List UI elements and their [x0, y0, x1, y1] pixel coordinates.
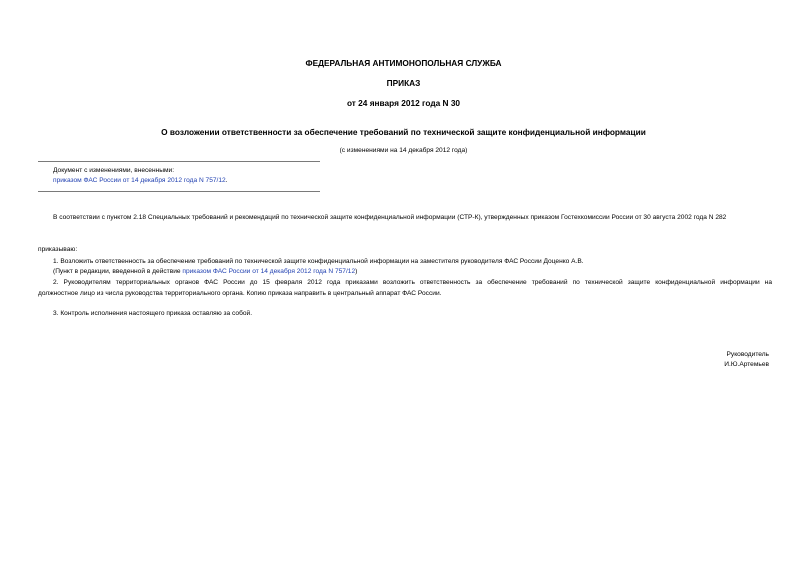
document-date: от 24 января 2012 года N 30 — [346, 98, 461, 108]
order-item-1: 1. Возложить ответственность за обеспечение требований по технической защите конфиденциальной информации на заместителя руководителя ФАС России Доценко А.В. — [53, 258, 584, 265]
signature-position: Руководитель — [726, 351, 769, 358]
changes-label: Документ с изменениями, внесенными: — [53, 167, 175, 174]
order-item-2-line-2: должностное лицо из числа руководства территориального органа. Копию приказа направить в центральный аппарат ФАС России. — [38, 290, 442, 297]
signature-name: И.Ю.Артемьев — [724, 361, 769, 368]
order-word: приказываю: — [38, 246, 78, 253]
changes-link-line — [53, 176, 228, 185]
order-item-3: 3. Контроль исполнения настоящего приказа оставляю за собой. — [53, 310, 253, 317]
preamble-paragraph: В соответствии с пунктом 2.18 Специальных требований и рекомендаций по технической защите конфиденциальной информации (СТР-К), утвержденных приказом Гостехкомиссии России от 30 августа 2002 года N 282 — [53, 214, 727, 221]
changes-bottom-rule — [38, 191, 320, 192]
document-title: О возложении ответственности за обеспечение требований по технической защите конфиденциальной информации — [161, 127, 646, 137]
note-prefix: (Пункт в редакции, введенной в действие — [53, 268, 183, 275]
order-item-1-note — [53, 267, 357, 276]
note-amendment-link[interactable]: приказом ФАС России от 14 декабря 2012 года N 757/12 — [182, 268, 356, 275]
amendment-link[interactable]: приказом ФАС России от 14 декабря 2012 года N 757/12 — [53, 177, 226, 184]
note-suffix: ) — [355, 268, 358, 275]
changes-top-rule — [38, 161, 320, 162]
order-item-2-line-1: 2. Руководителям территориальных органов ФАС России до 15 февраля 2012 года приказами возложить ответственность за обеспечение требований по технической защите конфиденциальной информации на — [53, 279, 772, 286]
revision-note: (с изменениями на 14 декабря 2012 года) — [339, 147, 468, 154]
document-type: ПРИКАЗ — [386, 78, 421, 88]
link-suffix: . — [225, 177, 228, 184]
agency-name: ФЕДЕРАЛЬНАЯ АНТИМОНОПОЛЬНАЯ СЛУЖБА — [305, 58, 502, 68]
